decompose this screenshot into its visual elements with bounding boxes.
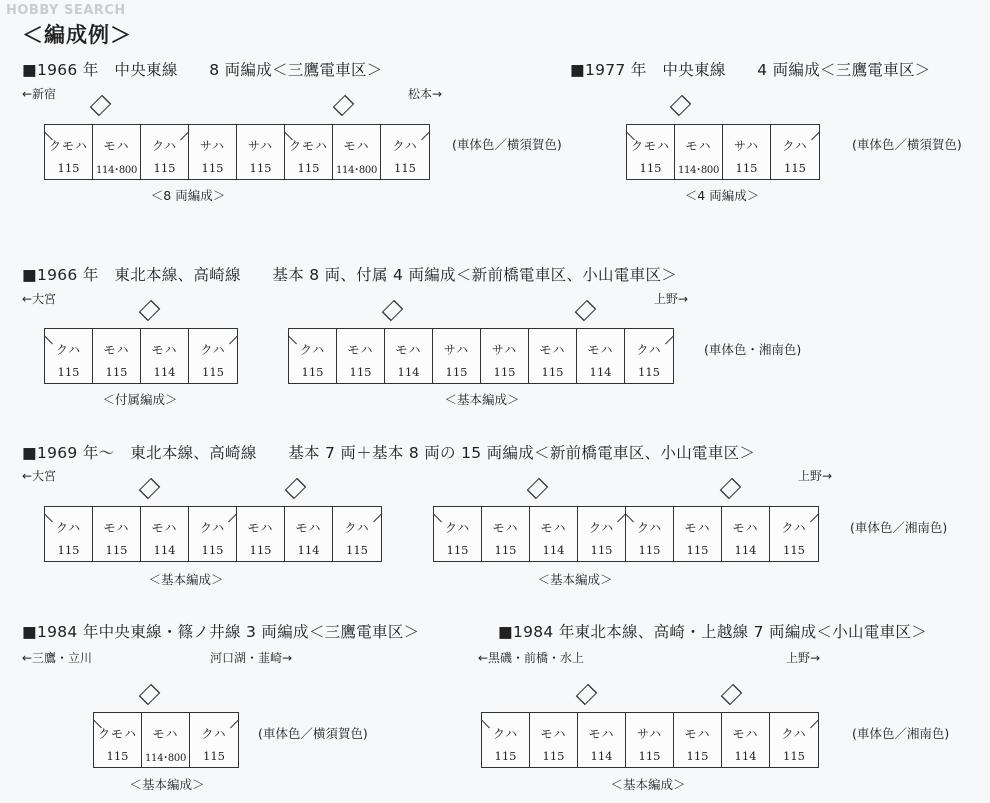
car-type-label: クハ (588, 521, 615, 535)
formation-caption: ＜基本編成＞ (148, 572, 224, 587)
car-type-label: モハ (732, 727, 759, 741)
train-car (482, 507, 530, 561)
car-type-label: クハ (55, 343, 82, 357)
train-car (578, 507, 626, 561)
train-car (141, 507, 189, 561)
pantograph-icon (90, 95, 112, 117)
car-type-label: モハ (539, 343, 566, 357)
car-type-label: クモハ (48, 139, 88, 153)
train-car (45, 125, 93, 179)
car-number-label: 114 (590, 749, 613, 763)
car-number-label: 115 (105, 543, 128, 557)
direction-right: 上野→ (798, 469, 833, 483)
train-car (285, 507, 333, 561)
car-number-label: 114 (589, 365, 612, 379)
pantograph-icon (527, 478, 549, 500)
car-type-label: クハ (782, 139, 808, 153)
car-type-label: クハ (201, 727, 227, 741)
car-type-label: モハ (684, 521, 711, 535)
car-number-label: 115 (735, 161, 758, 175)
car-type-label: モハ (685, 139, 712, 153)
car-number-label: 114 (297, 543, 320, 557)
car-number-label: 115 (297, 161, 320, 175)
car-type-label: クハ (781, 521, 807, 535)
pantograph-icon (670, 95, 692, 117)
direction-left: ←黒磯・前橋・水上 (478, 651, 585, 665)
car-type-label: サハ (491, 343, 518, 357)
train-car (723, 125, 771, 179)
train-formation (433, 506, 819, 562)
train-car (141, 125, 189, 179)
train-car (45, 507, 93, 561)
train-car (93, 329, 141, 383)
car-type-label: クハ (299, 343, 326, 357)
car-number-label: 115 (542, 749, 565, 763)
car-number-label: 115 (494, 543, 517, 557)
car-number-label: 115 (346, 543, 368, 557)
train-car (93, 507, 141, 561)
car-type-label: モハ (395, 343, 422, 357)
car-type-label: モハ (540, 521, 567, 535)
car-type-label: クハ (344, 521, 370, 535)
formation-caption: ＜4 両編成＞ (684, 188, 760, 203)
direction-left: ←大宮 (22, 292, 57, 306)
car-type-label: サハ (247, 139, 274, 153)
section-heading: ■1969 年～ 東北本線、高崎線 基本 7 両＋基本 8 両の 15 両編成＜新前橋電車区、小山電車区＞ (22, 444, 756, 462)
car-type-label: サハ (636, 727, 663, 741)
train-formation (626, 124, 820, 180)
train-formation (288, 328, 674, 384)
car-number-label: 114 (734, 543, 757, 557)
pantograph-icon (333, 95, 355, 117)
car-type-label: サハ (733, 139, 760, 153)
car-type-label: モハ (151, 343, 178, 357)
formation-caption: ＜8 両編成＞ (150, 188, 226, 203)
train-car (674, 507, 722, 561)
formation-caption: ＜基本編成＞ (537, 572, 613, 587)
train-car (434, 507, 482, 561)
car-number-label: 115 (783, 543, 805, 557)
train-car (93, 125, 141, 179)
train-car (530, 507, 578, 561)
direction-right: 上野→ (786, 651, 821, 665)
car-number-label: 114･800 (335, 165, 378, 176)
pantograph-icon (575, 300, 597, 322)
car-number-label: 115 (105, 365, 128, 379)
car-number-label: 115 (394, 161, 416, 175)
train-car (627, 125, 675, 179)
train-car (190, 713, 238, 767)
car-type-label: クハ (781, 727, 807, 741)
train-car (189, 507, 237, 561)
car-number-label: 115 (203, 749, 225, 763)
train-car (333, 507, 381, 561)
car-type-label: クモハ (630, 139, 670, 153)
car-number-label: 115 (57, 365, 80, 379)
train-car (674, 713, 722, 767)
car-number-label: 115 (153, 161, 176, 175)
pantograph-icon (720, 478, 742, 500)
car-type-label: クハ (636, 343, 662, 357)
train-car (433, 329, 481, 383)
direction-left: ←三鷹・立川 (22, 651, 93, 665)
car-number-label: 114 (153, 543, 176, 557)
car-type-label: クハ (636, 521, 663, 535)
car-number-label: 114･800 (144, 753, 187, 764)
color-note: (車体色／横須賀色) (852, 137, 962, 152)
train-car (770, 507, 818, 561)
car-number-label: 114 (734, 749, 757, 763)
train-car (722, 713, 770, 767)
train-car (337, 329, 385, 383)
car-type-label: サハ (199, 139, 226, 153)
page-title: ＜編成例＞ (22, 23, 132, 47)
car-type-label: モハ (103, 343, 130, 357)
pantograph-icon (721, 684, 743, 706)
car-number-label: 115 (57, 161, 80, 175)
car-type-label: クハ (199, 521, 226, 535)
color-note: (車体色／湘南色) (852, 726, 950, 741)
color-note: (車体色／湘南色) (850, 520, 948, 535)
direction-left: ←大宮 (22, 469, 57, 483)
car-number-label: 115 (638, 365, 660, 379)
color-note: (車体色・湘南色) (704, 342, 802, 357)
car-number-label: 115 (590, 543, 613, 557)
car-number-label: 115 (446, 543, 469, 557)
train-car (675, 125, 723, 179)
car-type-label: サハ (443, 343, 470, 357)
car-number-label: 115 (249, 161, 272, 175)
train-car (385, 329, 433, 383)
car-number-label: 115 (493, 365, 516, 379)
pantograph-icon (382, 300, 404, 322)
train-car (141, 329, 189, 383)
formation-caption: ＜基本編成＞ (610, 777, 686, 792)
train-car (189, 125, 237, 179)
car-number-label: 115 (106, 749, 129, 763)
train-formation (44, 506, 382, 562)
direction-left: ←新宿 (22, 87, 57, 101)
car-type-label: モハ (684, 727, 711, 741)
car-type-label: モハ (151, 521, 178, 535)
car-type-label: クハ (200, 343, 226, 357)
car-number-label: 115 (201, 161, 224, 175)
train-car (333, 125, 381, 179)
formation-caption: ＜基本編成＞ (444, 392, 520, 407)
direction-right: 上野→ (654, 292, 689, 306)
car-type-label: モハ (343, 139, 370, 153)
train-car (94, 713, 142, 767)
train-car (577, 329, 625, 383)
car-type-label: モハ (347, 343, 374, 357)
train-car (625, 329, 673, 383)
train-car (481, 329, 529, 383)
car-type-label: クハ (444, 521, 471, 535)
car-number-label: 115 (202, 365, 224, 379)
train-car (530, 713, 578, 767)
formation-caption: ＜付属編成＞ (102, 392, 178, 407)
train-car (482, 713, 530, 767)
car-type-label: モハ (152, 727, 179, 741)
section-heading: ■1984 年中央東線・篠ノ井線 3 両編成＜三鷹電車区＞ (22, 623, 420, 641)
train-formation (44, 328, 238, 384)
train-car (626, 507, 674, 561)
section-heading: ■1966 年 中央東線 8 両編成＜三鷹電車区＞ (22, 61, 383, 79)
car-number-label: 114 (397, 365, 420, 379)
color-note: (車体色／横須賀色) (258, 726, 368, 741)
car-number-label: 115 (784, 161, 806, 175)
watermark-logo: HOBBY SEARCH (6, 3, 126, 18)
train-car (770, 713, 818, 767)
car-type-label: モハ (732, 521, 759, 535)
train-car (771, 125, 819, 179)
car-number-label: 115 (445, 365, 468, 379)
train-formation (93, 712, 239, 768)
train-car (722, 507, 770, 561)
train-formation (44, 124, 430, 180)
section-heading: ■1977 年 中央東線 4 両編成＜三鷹電車区＞ (570, 61, 931, 79)
train-car (45, 329, 93, 383)
car-type-label: クハ (392, 139, 418, 153)
car-number-label: 115 (686, 749, 709, 763)
train-car (237, 125, 285, 179)
train-car (381, 125, 429, 179)
car-number-label: 115 (57, 543, 80, 557)
train-car (189, 329, 237, 383)
car-type-label: モハ (247, 521, 274, 535)
train-car (578, 713, 626, 767)
train-car (289, 329, 337, 383)
car-type-label: クハ (492, 727, 519, 741)
car-type-label: モハ (103, 521, 130, 535)
pantograph-icon (139, 478, 161, 500)
car-number-label: 115 (541, 365, 564, 379)
formation-caption: ＜基本編成＞ (129, 777, 205, 792)
section-heading: ■1966 年 東北本線、高崎線 基本 8 両、付属 4 両編成＜新前橋電車区、小山電車区＞ (22, 266, 678, 284)
car-number-label: 114 (542, 543, 565, 557)
car-number-label: 114 (153, 365, 176, 379)
train-car (529, 329, 577, 383)
car-type-label: モハ (587, 343, 614, 357)
car-number-label: 115 (686, 543, 709, 557)
car-type-label: モハ (540, 727, 567, 741)
pantograph-icon (285, 478, 307, 500)
direction-right: 松本→ (408, 87, 443, 101)
car-number-label: 115 (494, 749, 517, 763)
car-number-label: 115 (349, 365, 372, 379)
pantograph-icon (576, 684, 598, 706)
car-type-label: モハ (588, 727, 615, 741)
car-number-label: 115 (201, 543, 224, 557)
car-number-label: 115 (638, 543, 661, 557)
train-formation (481, 712, 819, 768)
train-car (237, 507, 285, 561)
pantograph-icon (139, 300, 161, 322)
car-number-label: 115 (639, 161, 662, 175)
train-car (142, 713, 190, 767)
train-car (285, 125, 333, 179)
color-note: (車体色／横須賀色) (452, 137, 562, 152)
car-type-label: クハ (55, 521, 82, 535)
car-number-label: 115 (249, 543, 272, 557)
car-type-label: クハ (151, 139, 178, 153)
pantograph-icon (139, 684, 161, 706)
direction-right: 河口湖・韮崎→ (210, 651, 293, 665)
car-number-label: 115 (301, 365, 324, 379)
car-type-label: モハ (492, 521, 519, 535)
car-type-label: モハ (103, 139, 130, 153)
car-number-label: 114･800 (95, 165, 138, 176)
car-type-label: クモハ (97, 727, 137, 741)
car-type-label: クモハ (288, 139, 328, 153)
car-type-label: モハ (295, 521, 322, 535)
train-car (626, 713, 674, 767)
car-number-label: 115 (638, 749, 661, 763)
car-number-label: 114･800 (677, 165, 720, 176)
car-number-label: 115 (783, 749, 805, 763)
section-heading: ■1984 年東北本線、高崎・上越線 7 両編成＜小山電車区＞ (498, 623, 928, 641)
